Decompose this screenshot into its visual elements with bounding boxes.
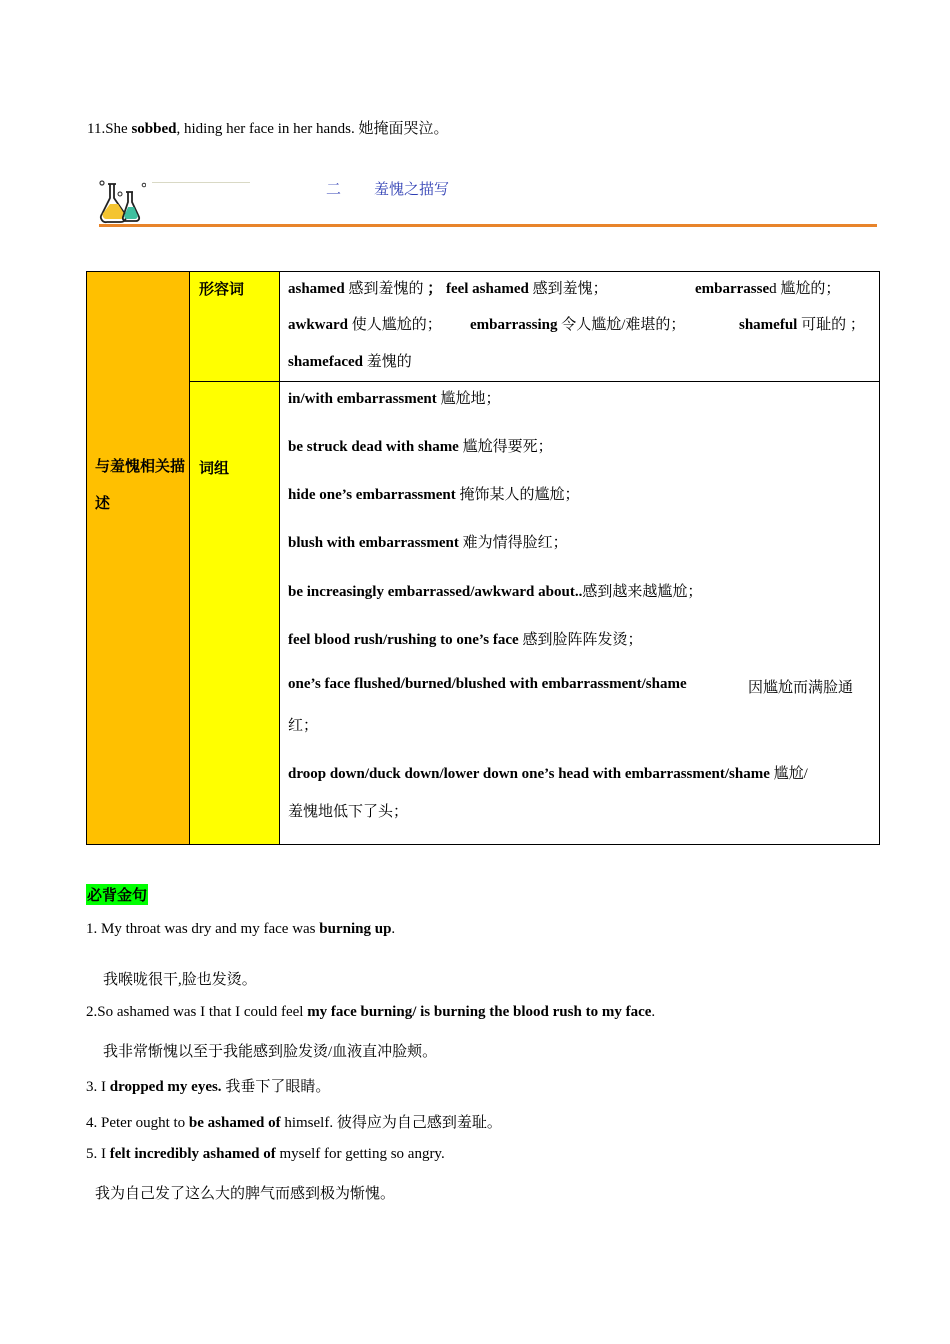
phrase-item: [288, 580, 702, 601]
sentence-2-cn: 我非常惭愧以至于我能感到脸发烫/血液直冲脸颊。: [103, 1044, 438, 1060]
phrase-en: hide one’s embarrassment: [288, 487, 456, 503]
adjective-row: [288, 277, 608, 298]
adjective-word: embarrassing: [470, 317, 558, 333]
phrase-cn: 尴尬/: [769, 766, 808, 782]
phrase-cn: 尴尬地；: [436, 391, 501, 407]
sentence-key: my face burning/ is burning the blood rush to my face: [307, 1004, 652, 1020]
adjective-meaning: 令人尴尬/难堪的；: [557, 317, 686, 333]
intro-post: , hiding her face in her hands. 她掩面哭泣。: [176, 121, 449, 137]
sentence-text: 我垂下了眼睛。: [221, 1079, 331, 1095]
phrase-cn: 感到脸阵阵发烫；: [518, 632, 643, 648]
phrases-cell: [190, 382, 280, 844]
phrase-en: one’s face flushed/burned/blushed with embarrassment/shame: [288, 676, 687, 692]
phrase-cn: 掩饰某人的尴尬；: [455, 487, 580, 503]
sentence-text: 2.So ashamed was I that I could feel: [86, 1004, 308, 1020]
sentence-text: himself. 彼得应为自己感到羞耻。: [280, 1115, 502, 1131]
phrase-cn: 尴尬得要死；: [458, 439, 553, 455]
phrase-cn: 感到越来越尴尬；: [582, 584, 703, 600]
sentence-1-cn: 我喉咙很干,脸也发烫。: [103, 972, 257, 988]
phrase-cn-wrap: 红；: [288, 718, 319, 734]
sentence-key: dropped my eyes.: [109, 1079, 222, 1095]
sentence-text: 1. My throat was dry and my face was: [86, 921, 320, 937]
phrase-item: [288, 762, 808, 783]
phrase-cn: 难为情得脸红；: [458, 535, 568, 551]
adjectives-cell: [190, 272, 280, 382]
header-thin-line: [152, 182, 250, 183]
adjective-row: [288, 350, 412, 371]
adjective-row: [288, 313, 442, 334]
phrase-item: [288, 435, 553, 456]
sentence-text: 3. I: [86, 1079, 110, 1095]
sentence-key: burning up: [319, 921, 392, 937]
adjective-meaning: 可耻的 ；: [797, 317, 865, 333]
phrase-item: [288, 628, 642, 649]
intro-pre: She: [105, 121, 132, 137]
sentence-text: myself for getting so angry.: [275, 1146, 445, 1162]
sentence-text: 4. Peter ought to: [86, 1115, 189, 1131]
phrase-en: feel blood rush/rushing to one’s face: [288, 632, 519, 648]
adjective-meaning: 感到羞愧；: [528, 281, 608, 297]
row-divider: [280, 381, 879, 382]
phrases-label: 词组: [199, 461, 230, 477]
adjective-meaning: d 尴尬的；: [769, 281, 841, 297]
phrase-en: be struck dead with shame: [288, 439, 459, 455]
sentence-3: [86, 1075, 330, 1096]
adjective-meaning: 羞愧的: [363, 354, 412, 370]
phrase-en: blush with embarrassment: [288, 535, 459, 551]
adjective-word: ； feel ashamed: [427, 281, 529, 297]
phrase-item: [288, 531, 568, 552]
category-label: 与羞愧相关描述: [95, 459, 186, 512]
adjective-meaning: 使人尴尬的；: [348, 317, 442, 333]
sentence-text: .: [651, 1004, 656, 1020]
sentence-text: 5. I: [86, 1146, 110, 1162]
vocabulary-table: [86, 271, 880, 845]
phrase-cn-end: 因尴尬而满脸通: [748, 680, 854, 696]
section-number: 二: [326, 182, 342, 198]
sentence-2: [86, 1004, 655, 1021]
adjectives-label: 形容词: [199, 282, 245, 298]
phrase-en: be increasingly embarrassed/awkward about..: [288, 584, 583, 600]
chemistry-flasks-icon: [98, 178, 146, 224]
phrase-item: [288, 483, 580, 504]
adjective-word: ashamed: [288, 281, 345, 297]
phrase-en: droop down/duck down/lower down one’s head with embarrassment/shame: [288, 766, 770, 782]
phrase-item: [288, 676, 687, 693]
adjective-word: awkward: [288, 317, 349, 333]
sentence-5-cn: 我为自己发了这么大的脾气而感到极为惭愧。: [95, 1186, 396, 1202]
sentence-key: felt incredibly ashamed of: [109, 1146, 276, 1162]
category-cell: [87, 272, 190, 844]
phrase-en: in/with embarrassment: [288, 391, 437, 407]
section-title: 羞愧之描写: [374, 182, 450, 198]
adjective-row-end: [695, 277, 840, 298]
adjective-word: embarrasse: [695, 281, 770, 297]
intro-bold: sobbed: [131, 121, 177, 137]
phrase-cn-wrap: 羞愧地低下了头；: [288, 804, 409, 820]
sentence-text: .: [391, 921, 396, 937]
sentence-4: [86, 1111, 502, 1132]
phrase-item: [288, 387, 501, 408]
sentence-1: [86, 921, 395, 938]
intro-sentence: [87, 117, 449, 138]
sentences-tag: 必背金句: [86, 884, 148, 905]
sentence-5: [86, 1146, 445, 1163]
adjective-row-end: [739, 313, 865, 334]
intro-num: 11.: [87, 121, 106, 137]
adjective-row-mid: [470, 313, 685, 334]
sentence-key: be ashamed of: [188, 1115, 281, 1131]
section-divider: [99, 224, 877, 227]
adjective-meaning: 感到羞愧的: [344, 281, 424, 297]
adjective-word: shameful: [739, 317, 798, 333]
adjective-word: shamefaced: [288, 354, 363, 370]
